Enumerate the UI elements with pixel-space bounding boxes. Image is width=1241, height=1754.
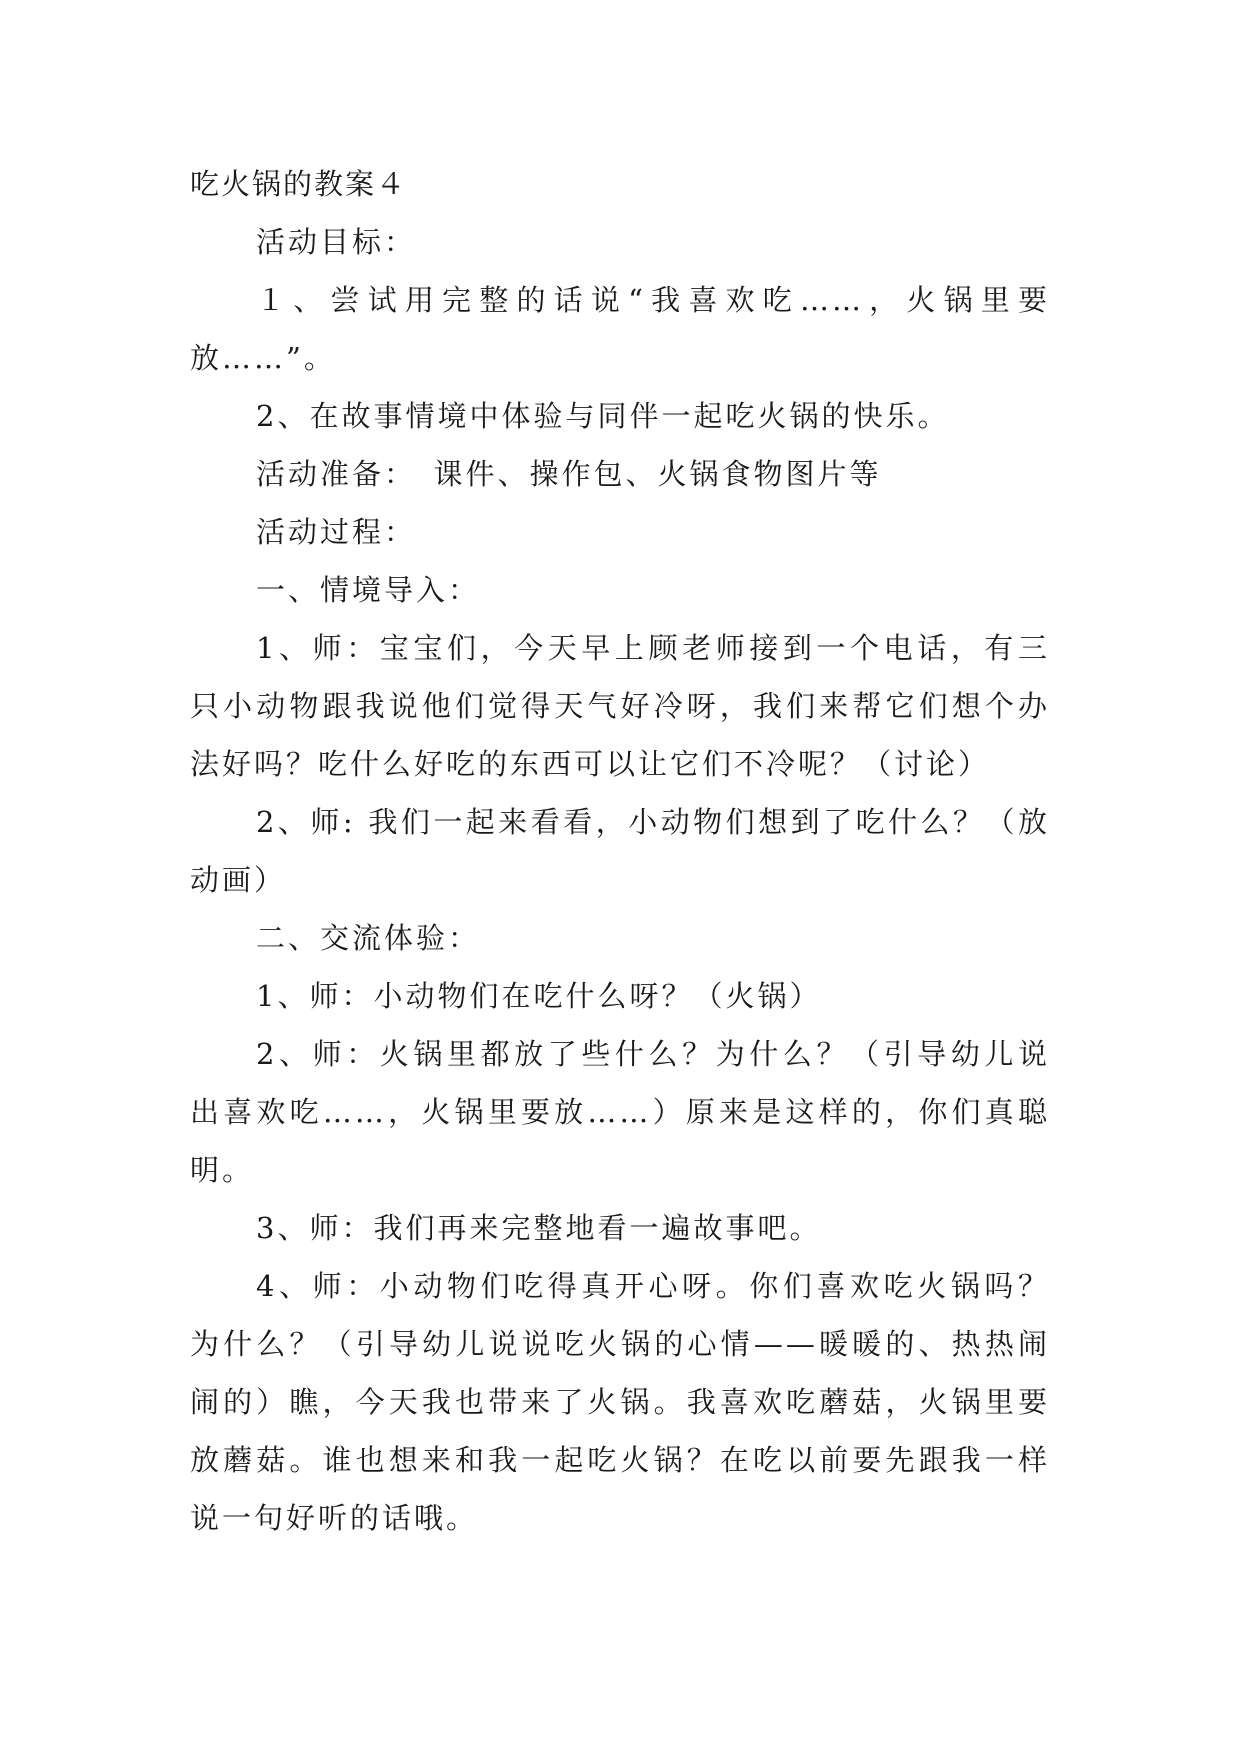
- section-2-heading: 二、交流体验：: [256, 921, 481, 955]
- goals-heading: 活动目标：: [256, 225, 417, 259]
- section-2-item-3: 3、师：我们再来完整地看一遍故事吧。: [256, 1211, 822, 1245]
- process-heading: 活动过程：: [256, 515, 417, 549]
- document-page: [190, 155, 1050, 1547]
- section-2-item-1: 1、师：小动物们在吃什么呀？（火锅）: [256, 979, 822, 1013]
- goal-1-line-2: 放……”。: [190, 341, 336, 375]
- section-2-item-2-line-3: 明。: [190, 1153, 255, 1187]
- section-1-item-1-line-3: 法好吗？吃什么好吃的东西可以让它们不冷呢？（讨论）: [190, 747, 991, 781]
- section-1-item-1-line-1: 1、师：宝宝们，今天早上顾老师接到一个电话，有三: [256, 631, 1050, 665]
- goal-1-line-1: １、尝试用完整的话说“我喜欢吃……，火锅里要: [256, 283, 1050, 317]
- section-1-heading: 一、情境导入：: [256, 573, 481, 607]
- section-1-item-1-line-2: 只小动物跟我说他们觉得天气好冷呀，我们来帮它们想个办: [190, 689, 1050, 723]
- section-2-item-4-line-4: 放蘑菇。谁也想来和我一起吃火锅？在吃以前要先跟我一样: [190, 1443, 1050, 1477]
- section-1-item-2-line-1: 2、师: 我们一起来看看，小动物们想到了吃什么？（放: [256, 805, 1050, 839]
- preparation: 活动准备： 课件、操作包、火锅食物图片等: [256, 457, 882, 491]
- goal-2: 2、在故事情境中体验与同伴一起吃火锅的快乐。: [256, 399, 950, 433]
- section-2-item-4-line-3: 闹的）瞧，今天我也带来了火锅。我喜欢吃蘑菇，火锅里要: [190, 1385, 1050, 1419]
- section-2-item-4-line-1: 4、师：小动物们吃得真开心呀。你们喜欢吃火锅吗？: [256, 1269, 1050, 1303]
- section-2-item-4-line-2: 为什么？（引导幼儿说说吃火锅的心情——暖暖的、热热闹: [190, 1327, 1050, 1361]
- section-2-item-2-line-1: 2、师：火锅里都放了些什么？为什么？（引导幼儿说: [256, 1037, 1050, 1071]
- section-1-item-2-line-2: 动画）: [190, 863, 287, 897]
- section-2-item-2-line-2: 出喜欢吃……，火锅里要放……）原来是这样的，你们真聪: [190, 1095, 1050, 1129]
- section-2-item-4-line-5: 说一句好听的话哦。: [190, 1501, 479, 1535]
- document-title: 吃火锅的教案４: [190, 167, 408, 201]
